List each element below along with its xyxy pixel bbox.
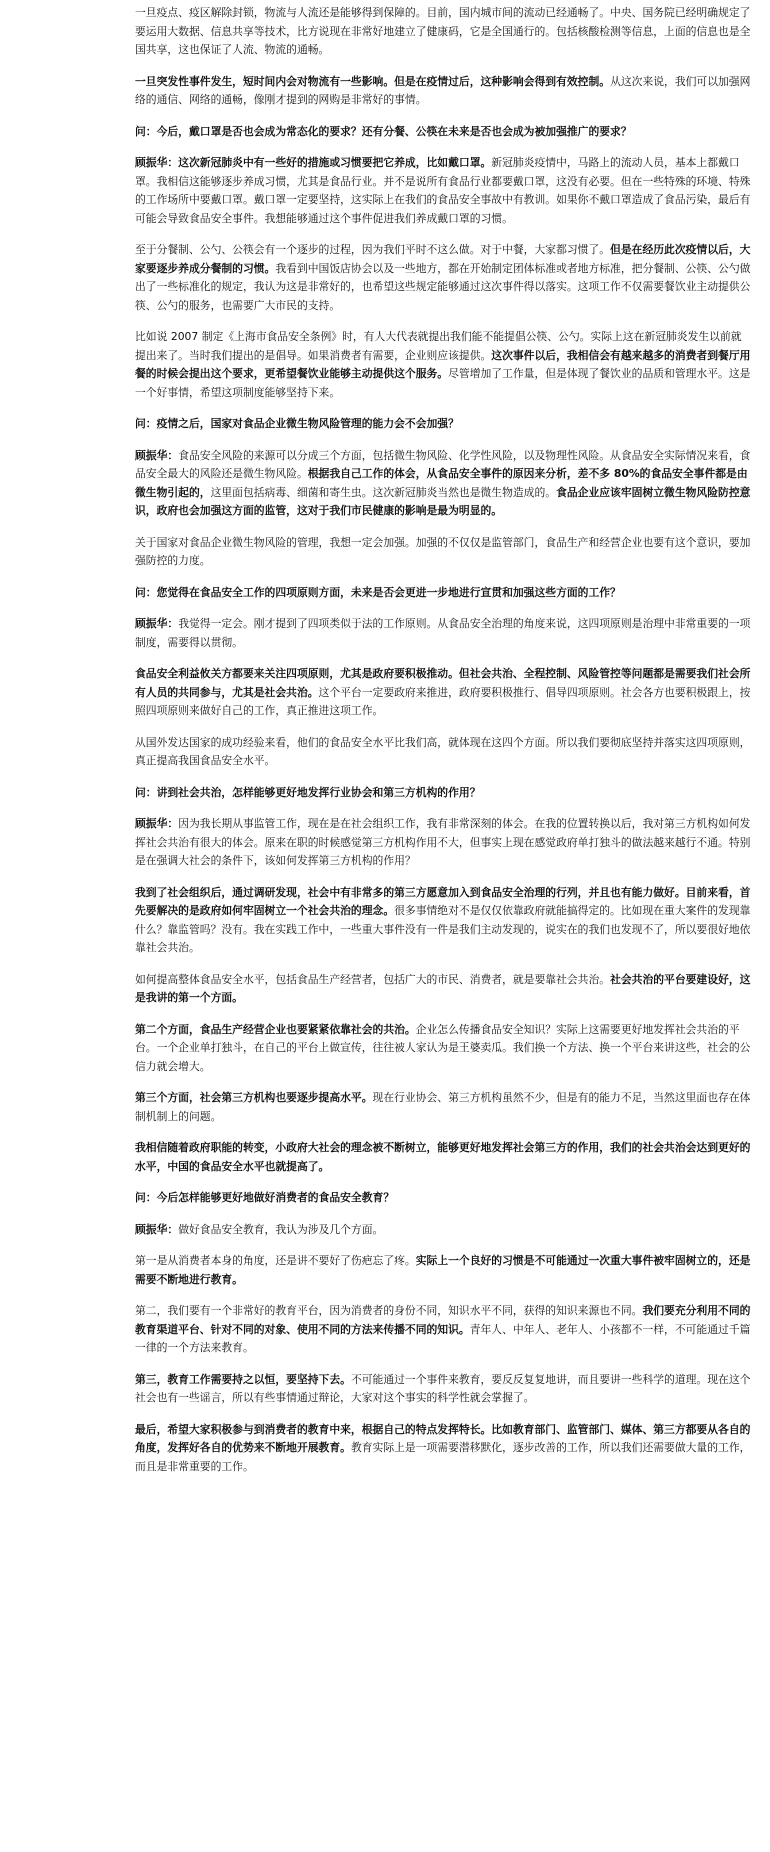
body-text: 我看到中国饭店协会以及一些地方，都在开始制定团体标准或者地方标准，把分餐制、公筷、公勺做出了一些标准化的规定，我认为这是非常好的，也希望这些规定能够通过这次事件得以落实。这项工作不仅需要餐饮业主动提供公筷、公勺的服务，也需要广大市民的支持。	[135, 261, 751, 312]
bold-text: 顾振华：	[135, 817, 179, 830]
body-text: 从这次来说，我们可以加强网络的通信、网络的通畅，像刚才提到的网购是非常好的事情。	[135, 74, 751, 106]
body-text: 比如说 2007 制定《上海市食品安全条例》时，有人大代表就提出我们能不能提倡公筷、公勺。实际上这在新冠肺炎发生以前就提出来了。当时我们提出的是倡导。如果消费者有需要，企业则应该提供。	[135, 330, 742, 362]
body-text: 不可能通过一个事件来教育，要反反复复地讲，而且要讲一些科学的道理。现在这个社会也有一些谣言，所以有些事情通过辩论，大家对这个事实的科学性就会掌握了。	[135, 1372, 751, 1404]
article-paragraph	[135, 1139, 752, 1176]
body-text: 食品安全风险的来源可以分成三个方面，包括微生物风险、化学性风险，以及物理性风险。从食品安全实际情况来看，食品安全最大的风险还是微生物风险。	[135, 448, 751, 480]
bold-text: 我到了社会组织后，通过调研发现，社会中有非常多的第三方愿意加入到食品安全治理的行列，并且也有能力做好。目前来看，首先要解决的是政府如何牢固树立一个社会共治的理念。	[135, 885, 751, 917]
bold-text: 问：讲到社会共治，怎样能够更好地发挥行业协会和第三方机构的作用？	[135, 785, 481, 799]
article-paragraph	[135, 1021, 752, 1077]
body-text: 教育实际上是一项需要潜移默化，逐步改善的工作，所以我们还需要做大量的工作，而且是非常重要的工作。	[135, 1441, 751, 1473]
article-paragraph	[135, 971, 752, 1008]
bold-text: 第三，教育工作需要持之以恒，要坚持下去。	[135, 1372, 351, 1386]
article-paragraph	[135, 584, 752, 603]
article-paragraph	[135, 534, 752, 571]
body-text: 做好食品安全教育，我认为涉及几个方面。	[178, 1222, 384, 1236]
bold-text: 食品企业应该牢固树立微生物风险防控意识，政府也会加强这方面的监管，这对于我们市民健康的影响是最为明显的。	[135, 485, 751, 517]
bold-text: 最后，希望大家积极参与到消费者的教育中来，根据自己的特点发挥特长。比如教育部门、监管部门、媒体、第三方都要从各自的角度，发挥好各自的优势来不断地开展教育。	[135, 1422, 751, 1454]
bold-text: 问：您觉得在食品安全工作的四项原则方面，未来是否会更进一步地进行宣贯和加强这些方面的工作？	[135, 585, 621, 599]
article-paragraph	[135, 447, 752, 521]
body-text: 现在行业协会、第三方机构虽然不少，但是有的能力不足，当然这里面也存在体制机制上的问题。	[135, 1091, 751, 1123]
article-paragraph	[135, 1252, 752, 1289]
bold-text: 根据我自己工作的体会，从食品安全事件的原因来分析，差不多 80%的食品安全事件都是由微生物引起的，	[135, 467, 748, 499]
body-text: 第二，我们要有一个非常好的教育平台，因为消费者的身份不同，知识水平不同，获得的知识来源也不同。	[135, 1304, 643, 1317]
bold-text: 问：疫情之后，国家对食品企业微生物风险管理的能力会不会加强？	[135, 417, 459, 430]
bold-text: 食品安全利益攸关方都要来关注四项原则，尤其是政府要积极推动。但社会共治、全程控制、风险管控等问题都是需要我们社会所有人员的共同参与，尤其是社会共治。	[135, 667, 751, 699]
article-paragraph	[135, 241, 752, 315]
article-paragraph	[135, 734, 752, 771]
body-text: 这个平台一定要政府来推进，政府要积极推行、倡导四项原则。社会各方也要积极跟上，按照四项原则来做好自己的工作，真正推进这项工作。	[135, 685, 751, 717]
article-paragraph	[135, 1371, 752, 1408]
article-paragraph	[135, 1089, 752, 1126]
bold-text: 社会共治的平台要建设好，这是我讲的第一个方面。	[135, 972, 751, 1004]
body-text: 至于分餐制、公勺、公筷会有一个逐步的过程，因为我们平时不这么做。对于中餐，大家都习惯了。	[135, 243, 611, 256]
article-paragraph	[135, 615, 752, 652]
article-paragraph	[135, 1221, 752, 1240]
body-text: 青年人、中年人、老年人、小孩都不一样，不可能通过千篇一律的一个方法来教育。	[135, 1322, 751, 1354]
body-text: 这里面包括病毒、细菌和寄生虫。这次新冠肺炎当然也是微生物造成的。	[210, 485, 557, 499]
article-paragraph	[135, 4, 752, 60]
bold-text: 但是在经历此次疫情以后，大家要逐步养成分餐制的习惯。	[135, 243, 751, 275]
body-text: 企业怎么传播食品安全知识？实际上这需要更好地发挥社会共治的平台。一个企业单打独斗，在自己的平台上做宣传，往往被人家认为是王婆卖瓜。我们换一个方法、换一个平台来讲这些，社会的公信力就会增大。	[135, 1022, 751, 1073]
article-paragraph	[135, 815, 752, 871]
bold-text: 我们要充分利用不同的教育渠道平台、针对不同的对象、使用不同的方法来传播不同的知识。	[135, 1304, 751, 1336]
article-paragraph	[135, 1302, 752, 1358]
article-paragraph	[135, 328, 752, 402]
article-paragraph	[135, 784, 752, 803]
bold-text: 第二个方面，食品生产经营企业也要紧紧依靠社会的共治。	[135, 1022, 416, 1036]
body-text: 从国外发达国家的成功经验来看，他们的食品安全水平比我们高，就体现在这四个方面。所以我们要彻底坚持并落实这四项原则，真正提高我国食品安全水平。	[135, 735, 751, 767]
bold-text: 我相信随着政府职能的转变，小政府大社会的理念被不断树立，能够更好地发挥社会第三方的作用，我们的社会共治会达到更好的水平，中国的食品安全水平也就提高了。	[135, 1141, 751, 1173]
article-paragraph	[135, 884, 752, 958]
bold-text: 顾振华：	[135, 448, 179, 462]
body-text: 我觉得一定会。刚才提到了四项类似于法的工作原则。从食品安全治理的角度来说，这四项原则是治理中非常重要的一项制度，需要得以贯彻。	[135, 617, 751, 649]
body-text: 关于国家对食品企业微生物风险的管理，我想一定会加强。加强的不仅仅是监管部门，食品生产和经营企业也要有这个意识，要加强防控的力度。	[135, 535, 751, 567]
bold-text: 问：今后，戴口罩是否也会成为常态化的要求？还有分餐、公筷在未来是否也会成为被加强推广的要求？	[135, 124, 632, 138]
body-text: 因为我长期从事监管工作，现在是在社会组织工作，我有非常深刻的体会。在我的位置转换以后，我对第三方机构如何发挥社会共治有很大的体会。原来在职的时候感觉第三方机构作用不大，但事实上现在感觉政府单打独斗的做法越来越行不通。特别是在强调大社会的条件下，该如何发挥第三方机构的作用？	[135, 817, 751, 867]
article-paragraph	[135, 123, 752, 142]
body-text: 新冠肺炎疫情中，马路上的流动人员，基本上都戴口罩。我相信这能够逐步养成习惯，尤其是食品行业。并不是说所有食品行业都要戴口罩，这没有必要。但在一些特殊的环境、特殊的工作场所中要戴口罩。戴口罩一定要坚持，这实际上在我们的食品安全事故中有教训。如果你不戴口罩造成了食品污染，最后有可能会导致食品安全事件。我想能够通过这个事件促进我们养成戴口罩的习惯。	[135, 156, 751, 225]
body-text: 第一是从消费者本身的角度，还是讲不要好了伤疤忘了疼。	[135, 1254, 416, 1267]
bold-text: 顾振华：	[135, 1222, 179, 1236]
article-paragraph	[135, 415, 752, 434]
bold-text: 实际上一个良好的习惯是不可能通过一次重大事件被牢固树立的，还是需要不断地进行教育。	[135, 1254, 751, 1286]
body-text: 很多事情绝对不是仅仅依靠政府就能搞得定的。比如现在重大案件的发现靠什么？靠监管吗？没有。我在实践工作中，一些重大事件没有一件是我们主动发现的，说实在的我们也发现不了，所以要很好地依靠社会共治。	[135, 904, 751, 954]
body-text: 尽管增加了工作量，但是体现了餐饮业的品质和管理水平。这是一个好事情，希望这项制度能够坚持下来。	[135, 367, 751, 399]
article-paragraph	[135, 665, 752, 721]
article-paragraph	[135, 73, 752, 110]
article-paragraph	[135, 154, 752, 228]
bold-text: 这次事件以后，我相信会有越来越多的消费者到餐厅用餐的时候会提出这个要求，更希望餐饮业能够主动提供这个服务。	[135, 348, 751, 380]
body-text: 一旦疫点、疫区解除封锁，物流与人流还是能够得到保障的。目前，国内城市间的流动已经通畅了。中央、国务院已经明确规定了要运用大数据、信息共享等技术，比方说现在非常好地建立了健康码，它是全国通行的。包括核酸检测等信息，上面的信息也是全国共享，这也保证了人流、物流的通畅。	[135, 6, 751, 56]
bold-text: 顾振华：这次新冠肺炎中有一些好的措施或习惯要把它养成，比如戴口罩。	[135, 156, 492, 169]
body-text: 如何提高整体食品安全水平，包括食品生产经营者，包括广大的市民、消费者，就是要靠社会共治。	[135, 972, 611, 986]
bold-text: 问：今后怎样能够更好地做好消费者的食品安全教育？	[135, 1191, 395, 1204]
bold-text: 顾振华：	[135, 617, 179, 630]
bold-text: 一旦突发性事件发生，短时间内会对物流有一些影响。但是在疫情过后，这种影响会得到有效控制。	[135, 74, 611, 88]
bold-text: 第三个方面，社会第三方机构也要逐步提高水平。	[135, 1091, 373, 1104]
article-paragraph	[135, 1189, 752, 1208]
article-paragraph	[135, 1421, 752, 1477]
